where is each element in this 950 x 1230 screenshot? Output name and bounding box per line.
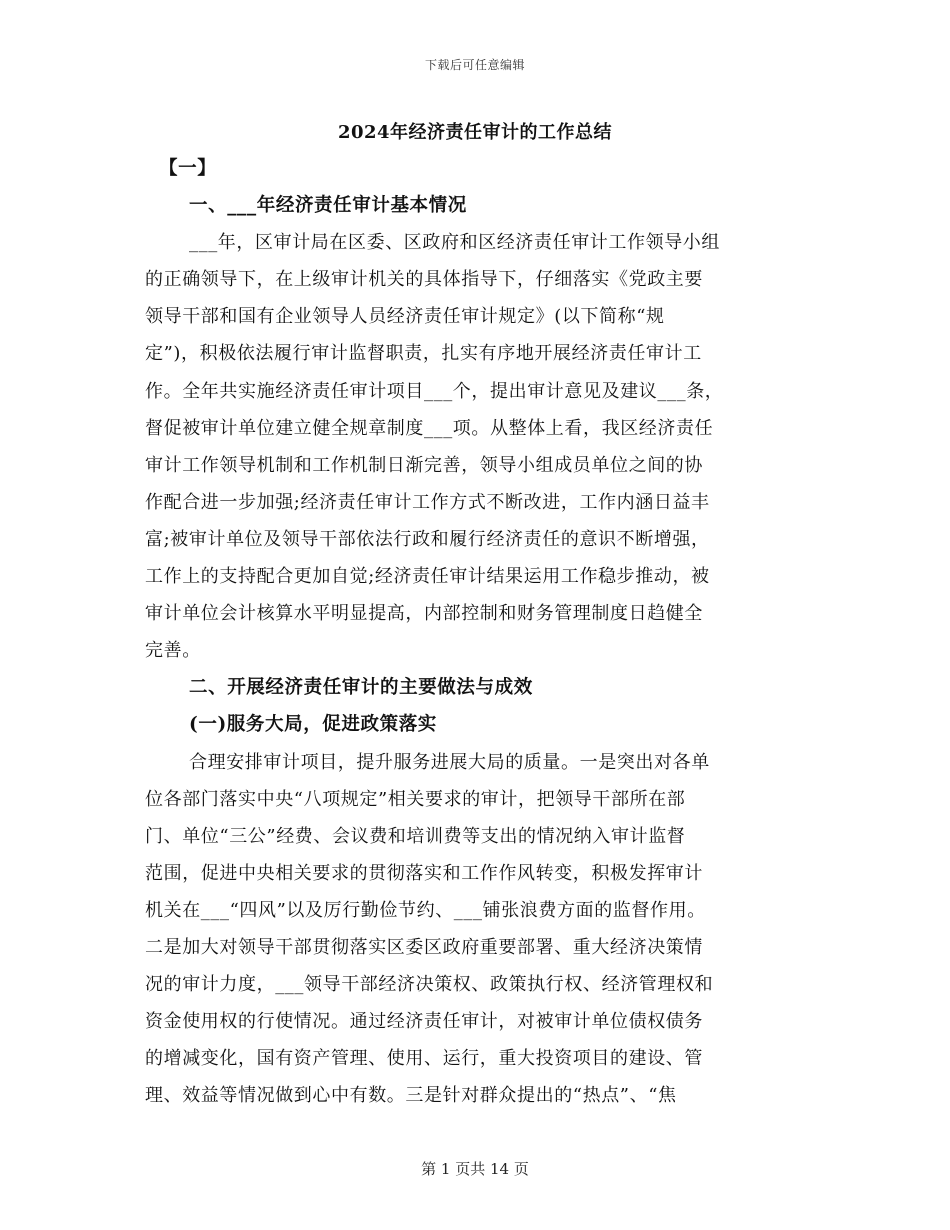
- paragraph-line: 门、单位“三公”经费、会议费和培训费等支出的情况纳入审计监督: [145, 825, 686, 847]
- paragraph-line: 督促被审计单位建立健全规章制度___项。从整体上看，我区经济责任: [145, 417, 714, 439]
- paragraph-line: 机关在___“四风”以及厉行勤俭节约、___铺张浪费方面的监督作用。: [145, 899, 706, 921]
- paragraph-basic-situation: [145, 224, 795, 669]
- paragraph-line: 的增减变化，国有资产管理、使用、运行，重大投资项目的建设、管: [145, 1048, 703, 1070]
- page-number: 第 1 页共 14 页: [421, 1160, 529, 1178]
- header-note: 下载后可任意编辑: [424, 58, 525, 72]
- paragraph-line: 二是加大对领导干部贯彻落实区委区政府重要部署、重大经济决策情: [145, 936, 703, 958]
- paragraph-line: 位各部门落实中央“八项规定”相关要求的审计，把领导干部所在部: [145, 788, 686, 810]
- paragraph-line: 完善。: [145, 640, 201, 662]
- paragraph-line: 况的审计力度，___领导干部经济决策权、政策执行权、经济管理权和: [145, 974, 714, 996]
- paragraph-line: 的正确领导下，在上级审计机关的具体指导下，仔细落实《党政主要: [145, 269, 703, 291]
- document-body: [145, 150, 795, 1114]
- subheading-serve-overall: (一)服务大局，促进政策落实: [189, 714, 437, 736]
- heading-basic-situation: 一、___年经济责任审计基本情况: [189, 195, 467, 217]
- paragraph-line: 理、效益等情况做到心中有数。三是针对群众提出的“热点”、“焦: [145, 1085, 677, 1107]
- document-title: 2024年经济责任审计的工作总结: [337, 122, 613, 143]
- paragraph-line: ___年，区审计局在区委、区政府和区经济责任审计工作领导小组: [189, 232, 720, 254]
- paragraph-line: 工作上的支持配合更加自觉;经济责任审计结果运用工作稳步推动，被: [145, 566, 710, 588]
- paragraph-line: 富;被审计单位及领导干部依法行政和履行经济责任的意识不断增强，: [145, 528, 710, 550]
- paragraph-line: 资金使用权的行使情况。通过经济责任审计，对被审计单位债权债务: [145, 1011, 703, 1033]
- paragraph-line: 范围，促进中央相关要求的贯彻落实和工作作风转变，积极发挥审计: [145, 862, 703, 884]
- paragraph-line: 领导干部和国有企业领导人员经济责任审计规定》(以下简称“规: [145, 306, 665, 328]
- paragraph-line: 作。全年共实施经济责任审计项目___个，提出审计意见及建议___条，: [145, 380, 724, 402]
- paragraph-line: 审计工作领导机制和工作机制日渐完善，领导小组成员单位之间的协: [145, 454, 703, 476]
- paragraph-line: 审计单位会计核算水平明显提高，内部控制和财务管理制度日趋健全: [145, 603, 703, 625]
- paragraph-line: 作配合进一步加强;经济责任审计工作方式不断改进，工作内涵日益丰: [145, 491, 710, 513]
- heading-main-practices: 二、开展经济责任审计的主要做法与成效: [189, 677, 533, 699]
- section-marker: 【一】: [159, 158, 217, 179]
- paragraph-line: 定”)，积极依法履行审计监督职责，扎实有序地开展经济责任审计工: [145, 343, 702, 365]
- paragraph-line: 合理安排审计项目，提升服务进展大局的质量。一是突出对各单: [189, 751, 710, 773]
- paragraph-serve-overall: [145, 744, 795, 1115]
